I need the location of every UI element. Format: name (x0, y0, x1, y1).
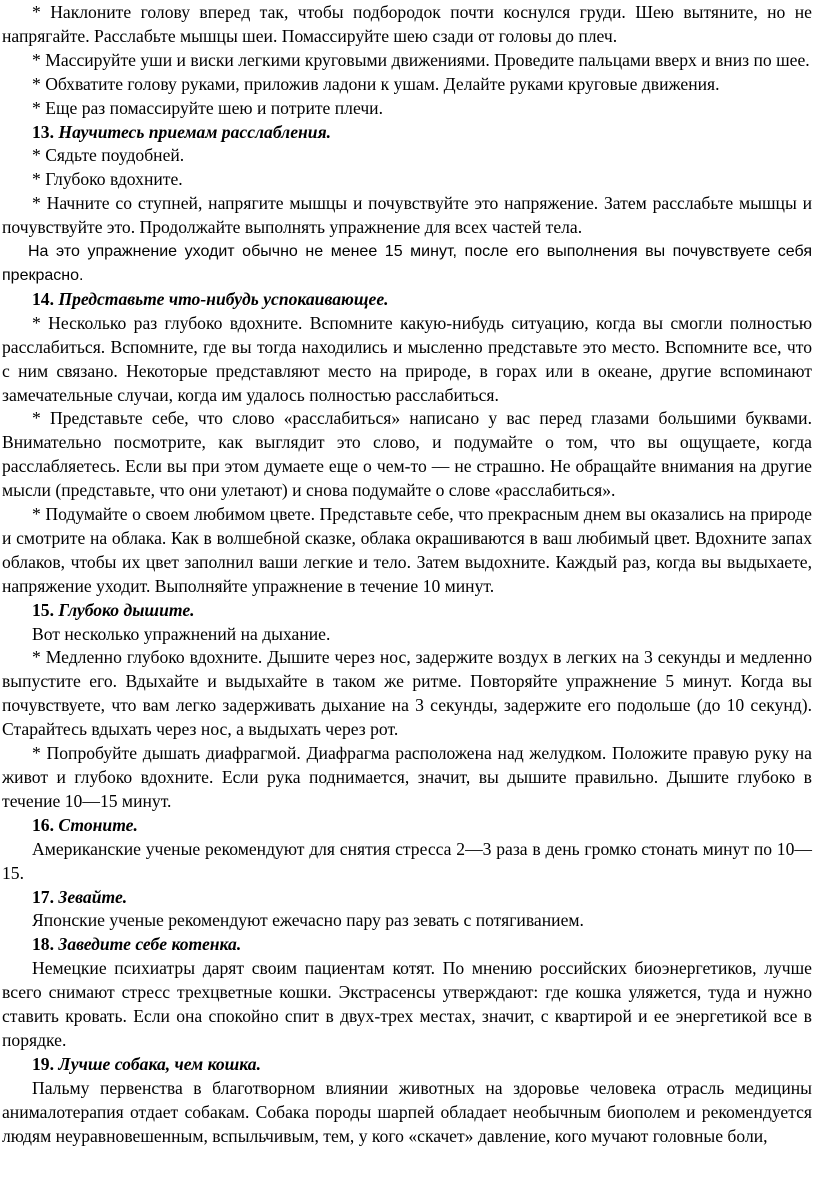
section-number: 19. (32, 1053, 54, 1074)
section-title: Лучше собака, чем кошка. (58, 1053, 261, 1074)
bullet-paragraph: * Представьте себе, что слово «расслабиться» написано у вас перед глазами большими буквами. Внимательно посмотрите, как выглядит это слово, и подумайте о том, что вы ощущаете, когда расслабляетесь. Если вы при этом думаете еще о чем-то — не страшно. Не обращайте внимания на другие мысли (представьте, что они улетают) и снова подумайте о слове «расслабиться». (2, 408, 812, 501)
section-heading (2, 814, 812, 838)
bullet-paragraph: * Несколько раз глубоко вдохните. Вспомните какую-нибудь ситуацию, когда вы смогли полностью расслабиться. Вспомните, где вы тогда находились и мысленно представьте это место. Вспомните все, что с ним связано. Некоторые представляют место на природе, в горах или в океане, другие вспоминают замечательные случаи, когда им удалось полностью расслабиться. (2, 312, 812, 405)
section-number: 14. (32, 288, 54, 309)
section-title: Научитесь приемам расслабления. (58, 121, 332, 142)
bullet-paragraph: * Подумайте о своем любимом цвете. Представьте себе, что прекрасным днем вы оказались на природе и смотрите на облака. Как в волшебной сказке, облака окрашиваются в ваш любимый цвет. Вдохните запах облаков, чтобы их цвет заполнил ваши легкие и тело. Затем выдохните. Каждый раз, когда вы выдыхаете, напряжение уходит. Выполняйте упражнение в течение 10 минут. (2, 504, 812, 596)
section-heading (2, 1053, 812, 1077)
note-paragraph: На это упражнение уходит обычно не менее 15 минут, после его выполнения вы почувствуете себя прекрасно. (2, 243, 812, 284)
section-heading (2, 933, 812, 957)
bullet-paragraph: * Сядьте поудобней. (32, 145, 185, 166)
bullet-paragraph: * Еще раз помассируйте шею и потрите плечи. (32, 97, 383, 118)
section-heading (2, 121, 812, 145)
body-paragraph: Пальму первенства в благотворном влиянии животных на здоровье человека отрасль медицины анималотерапия отдает собакам. Собака породы шарпей обладает необычным биополем и рекомендуется людям неуравновешенным, вспыльчивым, тем, у кого «скачет» давление, кого мучают головные боли, (2, 1077, 812, 1146)
section-number: 17. (32, 886, 54, 907)
section-number: 18. (32, 934, 54, 955)
bullet-paragraph: * Попробуйте дышать диафрагмой. Диафрагма расположена над желудком. Положите правую руку на живот и глубоко вдохните. Если рука поднимается, значит, вы дышите правильно. Дышите глубоко в течение 10—15 минут. (2, 743, 812, 811)
bullet-paragraph: * Обхватите голову руками, приложив ладони к ушам. Делайте руками круговые движения. (32, 73, 720, 94)
section-number: 13. (32, 121, 54, 142)
body-paragraph: Немецкие психиатры дарят своим пациентам котят. По мнению российских биоэнергетиков, лучше всего снимают стресс трехцветные кошки. Экстрасенсы утверждают: где кошка уляжется, туда и нужно ставить кровать. Если она спокойно спит в двух-трех местах, значит, с квартирой и ее энергетикой все в порядке. (2, 958, 812, 1050)
bullet-paragraph: * Начните со ступней, напрягите мышцы и почувствуйте это напряжение. Затем расслабьте мышцы и почувствуйте это. Продолжайте выполнять упражнение для всех частей тела. (2, 193, 812, 238)
section-number: 16. (32, 814, 54, 835)
section-title: Стоните. (58, 814, 138, 835)
section-title: Заведите себе котенка. (58, 934, 242, 955)
body-paragraph: Японские ученые рекомендуют ежечасно пару раз зевать с потягиванием. (32, 910, 584, 931)
bullet-paragraph: * Наклоните голову вперед так, чтобы подбородок почти коснулся груди. Шею вытяните, но не напрягайте. Расслабьте мышцы шеи. Помассируйте шею сзади от головы до плеч. (2, 2, 812, 46)
body-paragraph: Американские ученые рекомендуют для снятия стресса 2—3 раза в день громко стонать минут по 10—15. (2, 838, 812, 883)
section-title: Зевайте. (58, 886, 128, 907)
section-title: Глубоко дышите. (58, 599, 195, 620)
bullet-paragraph: * Медленно глубоко вдохните. Дышите через нос, задержите воздух в легких на 3 секунды и медленно выпустите его. Вдыхайте и выдыхайте в таком же ритме. Повторяйте упражнение 5 минут. Когда вы почувствуете, что вам легко задерживать дыхание на 3 секунды, задержите его подольше (до 10 секунд). Старайтесь вдыхать через нос, а выдыхать через рот. (2, 647, 812, 740)
section-heading (2, 288, 812, 312)
section-heading (2, 886, 812, 910)
section-heading (2, 599, 812, 623)
bullet-paragraph: * Массируйте уши и виски легкими круговыми движениями. Проведите пальцами вверх и вниз по шее. (32, 49, 810, 70)
section-title: Представьте что-нибудь успокаивающее. (58, 288, 389, 309)
body-paragraph: Вот несколько упражнений на дыхание. (32, 623, 331, 644)
bullet-paragraph: * Глубоко вдохните. (32, 169, 183, 190)
section-number: 15. (32, 599, 54, 620)
